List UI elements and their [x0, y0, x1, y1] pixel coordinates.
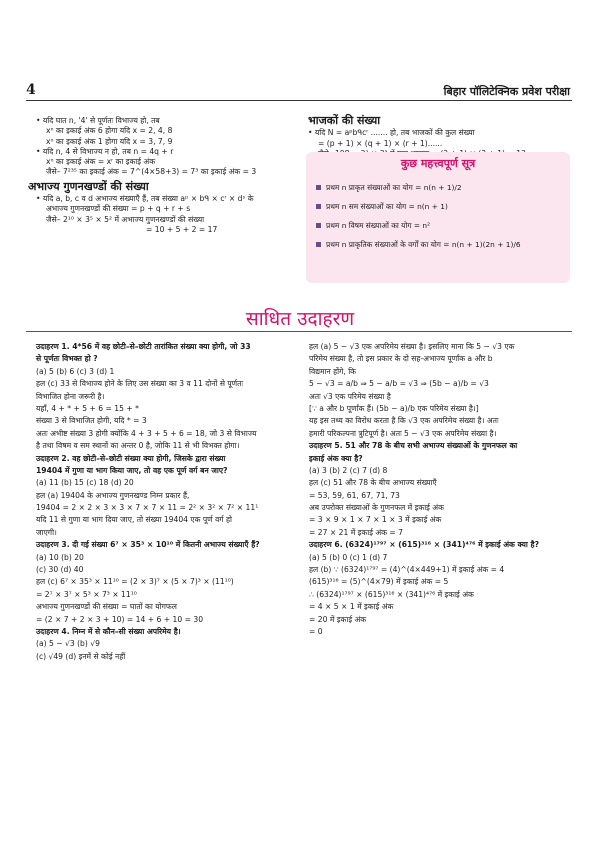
- text-line: है तथा विषम व सम स्थानों का अन्तर 0 है, जोकि 11 से भी विभक्त होगा।: [36, 441, 240, 451]
- text-line: अतः अभीष्ट संख्या 3 होगी क्योंकि 4 + 3 + 5 + 6 = 18, जो 3 से विभाज्य: [36, 428, 257, 438]
- text-line: 19404 = 2 × 2 × 3 × 3 × 7 × 7 × 11 = 2² × 3² × 7² × 11¹: [36, 503, 259, 513]
- text-line: हल (c) 51 और 78 के बीच अभाज्य संख्याएँ: [309, 478, 437, 488]
- divisors-heading: भाजकों की संख्या: [308, 114, 381, 127]
- text-line: हल (a) 19404 के अभाज्य गुणनखण्ड निम्न प्रकार हैं,: [36, 490, 190, 500]
- header-rule: [26, 100, 572, 101]
- divisor-rule: • यदि N = aᵖbᑫcʳ ....... हो, तब भाजकों की कुल संख्या: [308, 128, 526, 138]
- text-line: = 0: [309, 626, 323, 636]
- text-line: = (2 × 7 + 2 × 3 + 10) = 14 + 6 + 10 = 30: [36, 614, 204, 624]
- formula-item: प्रथम n प्राकृतिक संख्याओं के वर्गों का योग = n(n + 1)(2n + 1)/6: [316, 235, 564, 254]
- text-line: (a) 3 (b) 2 (c) 7 (d) 8: [309, 465, 388, 475]
- bullet-square-icon: [316, 242, 321, 247]
- prime-rule: • यदि a, b, c व d अभाज्य संख्याएँ हैं, तब संख्या aᵖ × bᑫ × cʳ × dˢ के: [36, 194, 256, 204]
- text-line: संख्या 3 से विभाजित होगी, यदि * = 3: [36, 416, 147, 426]
- rule-1: • यदि घात n, '4' से पूर्णतः विभाज्य हो, तब: [36, 116, 256, 126]
- formula-item: प्रथम n विषम संख्याओं का योग = n²: [316, 216, 564, 235]
- section-title: साधित उदाहरण: [245, 308, 355, 330]
- text-line: अतः √3 एक परिमेय संख्या है: [309, 391, 391, 401]
- text-line: (615)³¹⁶ = (5)^(4×79) में इकाई अंक = 5: [309, 577, 449, 587]
- text-line: उदाहरण 5. 51 और 78 के बीच सभी अभाज्य संख्याओं के गुणनफल का: [309, 441, 518, 451]
- text-line: (a) 5 − √3 (b) √9: [36, 639, 100, 649]
- text-line: परिमेय संख्या है, तो इस प्रकार के दो सह-अभाज्य पूर्णांक a और b: [309, 354, 493, 364]
- formula-item: प्रथम n प्राकृत संख्याओं का योग = n(n + 1)/2: [316, 178, 564, 197]
- text-line: विभाजित होना जरूरी है।: [36, 391, 105, 401]
- text-line: से पूर्णतः विभक्त हो ?: [36, 354, 98, 364]
- text-line: (a) 11 (b) 15 (c) 18 (d) 20: [36, 478, 134, 488]
- divisor-formula: = (p + 1) × (q + 1) × (r + 1)......: [318, 138, 443, 148]
- prime-factors-heading: अभाज्य गुणनखण्डों की संख्या: [28, 179, 149, 193]
- text-line: (a) 5 (b) 6 (c) 3 (d) 1: [36, 366, 115, 376]
- formula-box: [306, 152, 570, 283]
- text-line: अभाज्य गुणनखण्डों की संख्या = घातों का योगफल: [36, 602, 177, 612]
- formula-box-title: कुछ महत्त्वपूर्ण सूत्र: [400, 157, 476, 170]
- text-line: इकाई अंक क्या है?: [309, 453, 363, 463]
- text-line: उदाहरण 2. वह छोटी–से–छोटी संख्या क्या होगी, जिसके द्वारा संख्या: [36, 453, 226, 463]
- text-line: 5 − √3 = a/b ⇒ 5 − a/b = √3 ⇒ (5b − a)/b = √3: [309, 379, 489, 389]
- text-line: यदि 11 से गुणा या भाग दिया जाए, तो संख्या 19404 एक पूर्ण वर्ग हो: [36, 515, 232, 525]
- text-line: हल (a) 5 − √3 एक अपरिमेय संख्या है। इसलिए माना कि 5 − √3 एक: [309, 342, 515, 351]
- text-line: उदाहरण 3. दी गई संख्या 6⁷ × 35³ × 10¹⁰ में कितनी अभाज्य संख्याएँ हैं?: [36, 540, 260, 550]
- left-examples: [36, 342, 260, 664]
- text-line: यहाँ, 4 + * + 5 + 6 = 15 + *: [36, 403, 139, 413]
- rule-2b: जैसे– 7²³⁵ का इकाई अंक = 7^(4×58+3) = 7³ का इकाई अंक = 3: [46, 167, 257, 177]
- formula-list: [316, 178, 564, 254]
- prime-rule-2: अभाज्य गुणनखण्डों की संख्या = p + q + r + s: [46, 204, 191, 214]
- text-line: = 20 में इकाई अंक: [309, 614, 367, 624]
- rule-1b: xⁿ का इकाई अंक 1 होगा यदि x = 3, 7, 9: [46, 136, 173, 146]
- text-line: 19404 में गुणा या भाग किया जाए, तो वह एक पूर्ण वर्ग बन जाए?: [36, 465, 228, 475]
- text-line: = 53, 59, 61, 67, 71, 73: [309, 490, 400, 500]
- rule-2: • यदि n, 4 से विभाज्य न हो, तब n = 4q + r: [36, 147, 256, 157]
- right-examples: [309, 342, 539, 639]
- text-line: = 3 × 9 × 1 × 7 × 1 × 3 में इकाई अंक: [309, 515, 442, 525]
- page-number: 4: [26, 82, 36, 98]
- text-line: ∴ (6324)¹⁷⁹⁷ × (615)³¹⁶ × (341)⁴⁷⁶ में इकाई अंक: [309, 589, 474, 599]
- text-line: विद्यमान होंगे, कि: [309, 366, 357, 376]
- text-line: = 27 × 21 में इकाई अंक = 7: [309, 527, 403, 537]
- text-line: [∵ a और b पूर्णांक हैं। (5b − a)/b एक परिमेय संख्या है।]: [309, 403, 479, 413]
- text-line: यह इस तथ्य का विरोध करता है कि √3 एक अपरिमेय संख्या है। अतः: [309, 416, 499, 426]
- text-line: उदाहरण 1. 4*56 में वह छोटी–से–छोटी तारांकित संख्या क्या होगी, जो 33: [36, 342, 251, 351]
- running-header: बिहार पॉलिटेक्निक प्रवेश परीक्षा: [443, 85, 570, 98]
- prime-example: जैसे– 2¹⁰ × 3⁵ × 5² में अभाज्य गुणनखण्डों की संख्या: [46, 214, 205, 224]
- text-line: उदाहरण 6. (6324)¹⁷⁹⁷ × (615)³¹⁶ × (341)⁴⁷⁶ में इकाई अंक क्या है?: [309, 540, 539, 550]
- prime-example-result: = 10 + 5 + 2 = 17: [146, 224, 218, 234]
- left-top-notes: [28, 116, 257, 235]
- text-line: (a) 5 (b) 0 (c) 1 (d) 7: [309, 552, 388, 562]
- formula-item: प्रथम n सम संख्याओं का योग = n(n + 1): [316, 197, 564, 216]
- text-line: हल (c) 6⁷ × 35³ × 11¹⁰ = (2 × 3)⁷ × (5 × 7)³ × (11¹⁰): [36, 577, 234, 587]
- text-line: उदाहरण 4. निम्न में से कौन–सी संख्या अपरिमेय है।: [36, 626, 181, 636]
- rule-2a: xⁿ का इकाई अंक = xʳ का इकाई अंक: [46, 157, 156, 167]
- text-line: = 2⁷ × 3⁷ × 5³ × 7³ × 11¹⁰: [36, 589, 137, 599]
- text-line: (a) 10 (b) 20: [36, 552, 84, 562]
- section-rule: [26, 331, 572, 332]
- text-line: (c) 30 (d) 40: [36, 565, 84, 575]
- text-line: अब उपरोक्त संख्याओं के गुणनफल में इकाई अंक: [309, 503, 444, 513]
- text-line: (c) √49 (d) इनमें से कोई नहीं: [36, 651, 126, 661]
- rule-1a: xⁿ का इकाई अंक 6 होगा यदि x = 2, 4, 8: [46, 126, 173, 136]
- text-line: = 4 × 5 × 1 में इकाई अंक: [309, 602, 394, 612]
- bullet-square-icon: [316, 204, 321, 209]
- bullet-square-icon: [316, 223, 321, 228]
- text-line: जाएगी।: [36, 527, 57, 537]
- text-line: हल (c) 33 से विभाज्य होने के लिए उस संख्या का 3 व 11 दोनों से पूर्णतः: [36, 379, 244, 389]
- text-line: हल (b) ∵ (6324)¹⁷⁹⁷ = (4)^(4×449+1) में इकाई अंक = 4: [309, 565, 505, 575]
- text-line: हमारी परिकल्पना त्रुटिपूर्ण है। अतः 5 − √3 एक अपरिमेय संख्या है।: [309, 428, 497, 438]
- bullet-square-icon: [316, 185, 321, 190]
